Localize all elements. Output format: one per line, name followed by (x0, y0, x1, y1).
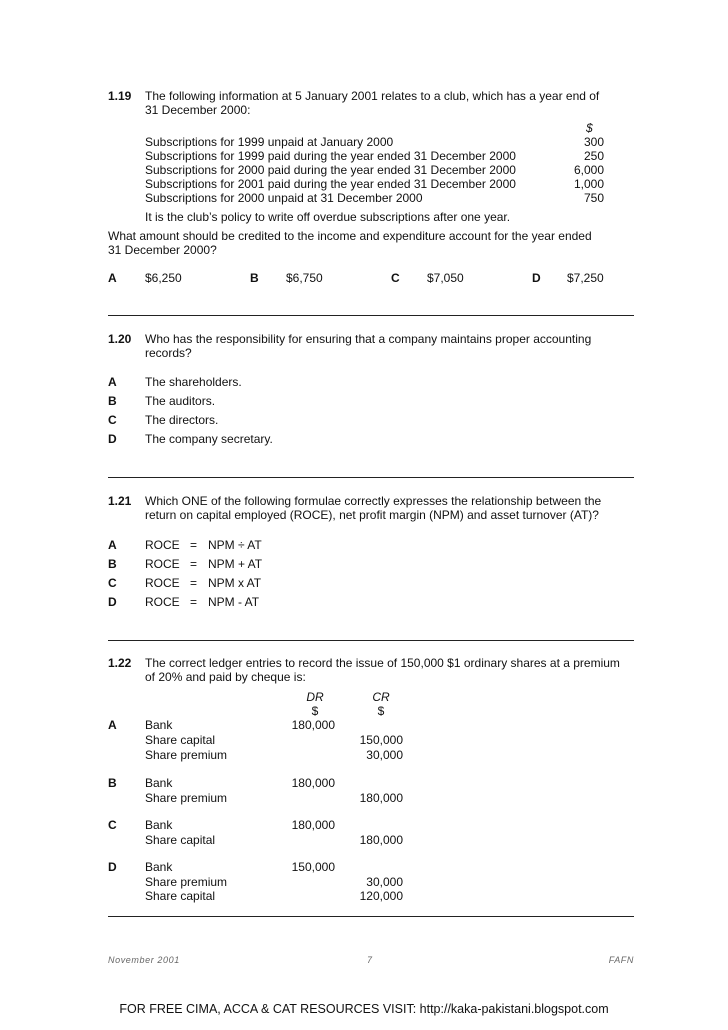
q121-option-eq: = (190, 595, 198, 609)
q121-option-rhs: NPM + AT (208, 557, 263, 571)
q121-option-eq: = (190, 576, 198, 590)
q119-option-letter: D (532, 271, 541, 285)
q120-number: 1.20 (108, 332, 132, 346)
q119-option-text: $6,250 (145, 271, 182, 285)
q119-row-label: Subscriptions for 1999 paid during the year ended 31 December 2000 (145, 149, 516, 163)
divider (108, 477, 634, 478)
q119-row-value: 750 (583, 191, 604, 205)
q122-account: Share premium (145, 748, 228, 762)
q122-option-letter: D (108, 860, 117, 874)
q120-stem-line1: Who has the responsibility for ensuring that a company maintains proper accounting (145, 332, 592, 346)
q121-option-lhs: ROCE (145, 595, 180, 609)
q121-stem-line2: return on capital employed (ROCE), net profit margin (NPM) and asset turnover (AT)? (145, 508, 599, 522)
q120-option-text: The shareholders. (145, 375, 242, 389)
q119-row-value: 250 (583, 149, 604, 163)
q120-option-text: The company secretary. (145, 432, 273, 446)
q122-stem-line2: of 20% and paid by cheque is: (145, 670, 306, 684)
divider (108, 640, 634, 641)
q122-account: Bank (145, 718, 173, 732)
q121-option-rhs: NPM ÷ AT (208, 538, 262, 552)
q121-option-rhs: NPM - AT (208, 595, 260, 609)
q119-policy: It is the club’s policy to write off overdue subscriptions after one year. (145, 210, 511, 224)
q121-option-eq: = (190, 557, 198, 571)
q122-dr-amount: 180,000 (291, 818, 335, 832)
q119-row-value: 300 (583, 135, 604, 149)
q121-stem-line1: Which ONE of the following formulae correctly expresses the relationship between the (145, 494, 602, 508)
q119-row-label: Subscriptions for 2000 unpaid at 31 December 2000 (145, 191, 423, 205)
q122-cr-amount: 180,000 (359, 833, 403, 847)
q119-option-letter: A (108, 271, 117, 285)
q121-option-letter: B (108, 557, 117, 571)
q119-option-letter: C (391, 271, 400, 285)
q121-option-lhs: ROCE (145, 538, 180, 552)
q119-option-text: $7,050 (427, 271, 464, 285)
q122-cr-header: CR (372, 690, 390, 704)
q121-option-lhs: ROCE (145, 576, 180, 590)
q119-currency-header: $ (586, 121, 593, 135)
q121-option-eq: = (190, 538, 198, 552)
q122-cr-amount: 120,000 (359, 889, 403, 903)
q121-option-lhs: ROCE (145, 557, 180, 571)
divider (108, 916, 634, 917)
q122-account: Share premium (145, 875, 228, 889)
resources-banner: FOR FREE CIMA, ACCA & CAT RESOURCES VISIT: http://kaka-pakistani.blogspot.com (119, 1002, 609, 1016)
q122-account: Bank (145, 818, 173, 832)
q120-option-letter: C (108, 413, 117, 427)
q119-option-letter: B (250, 271, 259, 285)
q122-cr-amount: 30,000 (366, 875, 403, 889)
q119-number: 1.19 (108, 89, 132, 103)
q120-option-text: The auditors. (145, 394, 216, 408)
q122-account: Share capital (145, 733, 216, 747)
q120-option-letter: D (108, 432, 117, 446)
q120-option-letter: B (108, 394, 117, 408)
footer-date: November 2001 (108, 955, 180, 965)
q121-number: 1.21 (108, 494, 132, 508)
q122-dr-amount: 180,000 (291, 718, 335, 732)
q122-dr-amount: 180,000 (291, 776, 335, 790)
q119-option-text: $6,750 (286, 271, 323, 285)
q122-option-letter: A (108, 718, 117, 732)
q121-option-letter: A (108, 538, 117, 552)
q119-row-value: 6,000 (573, 163, 604, 177)
q122-cr-amount: 30,000 (366, 748, 403, 762)
divider (108, 315, 634, 316)
q122-dr-header: DR (306, 690, 324, 704)
q122-cr-amount: 150,000 (359, 733, 403, 747)
q122-cr-amount: 180,000 (359, 791, 403, 805)
q121-option-letter: C (108, 576, 117, 590)
q122-account: Bank (145, 860, 173, 874)
q120-stem-line2: records? (145, 346, 192, 360)
q121-option-rhs: NPM x AT (208, 576, 262, 590)
q119-stem-line1: The following information at 5 January 2001 relates to a club, which has a year end of (145, 89, 600, 103)
q119-row-label: Subscriptions for 2000 paid during the year ended 31 December 2000 (145, 163, 516, 177)
q122-number: 1.22 (108, 656, 132, 670)
q119-question-line2: 31 December 2000? (108, 243, 217, 257)
q122-dr-currency: $ (311, 704, 319, 718)
q120-option-text: The directors. (145, 413, 219, 427)
q122-dr-amount: 150,000 (291, 860, 335, 874)
q122-account: Bank (145, 776, 173, 790)
q119-option-text: $7,250 (567, 271, 604, 285)
q122-cr-currency: $ (377, 704, 385, 718)
q119-row-value: 1,000 (573, 177, 604, 191)
q119-row-label: Subscriptions for 1999 unpaid at January 2000 (145, 135, 394, 149)
footer-code: FAFN (608, 955, 634, 965)
footer-page-number: 7 (367, 955, 373, 965)
q119-question-line1: What amount should be credited to the income and expenditure account for the year ended (108, 229, 592, 243)
q120-option-letter: A (108, 375, 117, 389)
q122-option-letter: C (108, 818, 117, 832)
q122-account: Share premium (145, 791, 228, 805)
q121-option-letter: D (108, 595, 117, 609)
q119-stem-line2: 31 December 2000: (145, 103, 251, 117)
q122-account: Share capital (145, 833, 216, 847)
q122-stem-line1: The correct ledger entries to record the issue of 150,000 $1 ordinary shares at a premium (145, 656, 620, 670)
q119-row-label: Subscriptions for 2001 paid during the year ended 31 December 2000 (145, 177, 516, 191)
q122-account: Share capital (145, 889, 216, 903)
q122-option-letter: B (108, 776, 117, 790)
